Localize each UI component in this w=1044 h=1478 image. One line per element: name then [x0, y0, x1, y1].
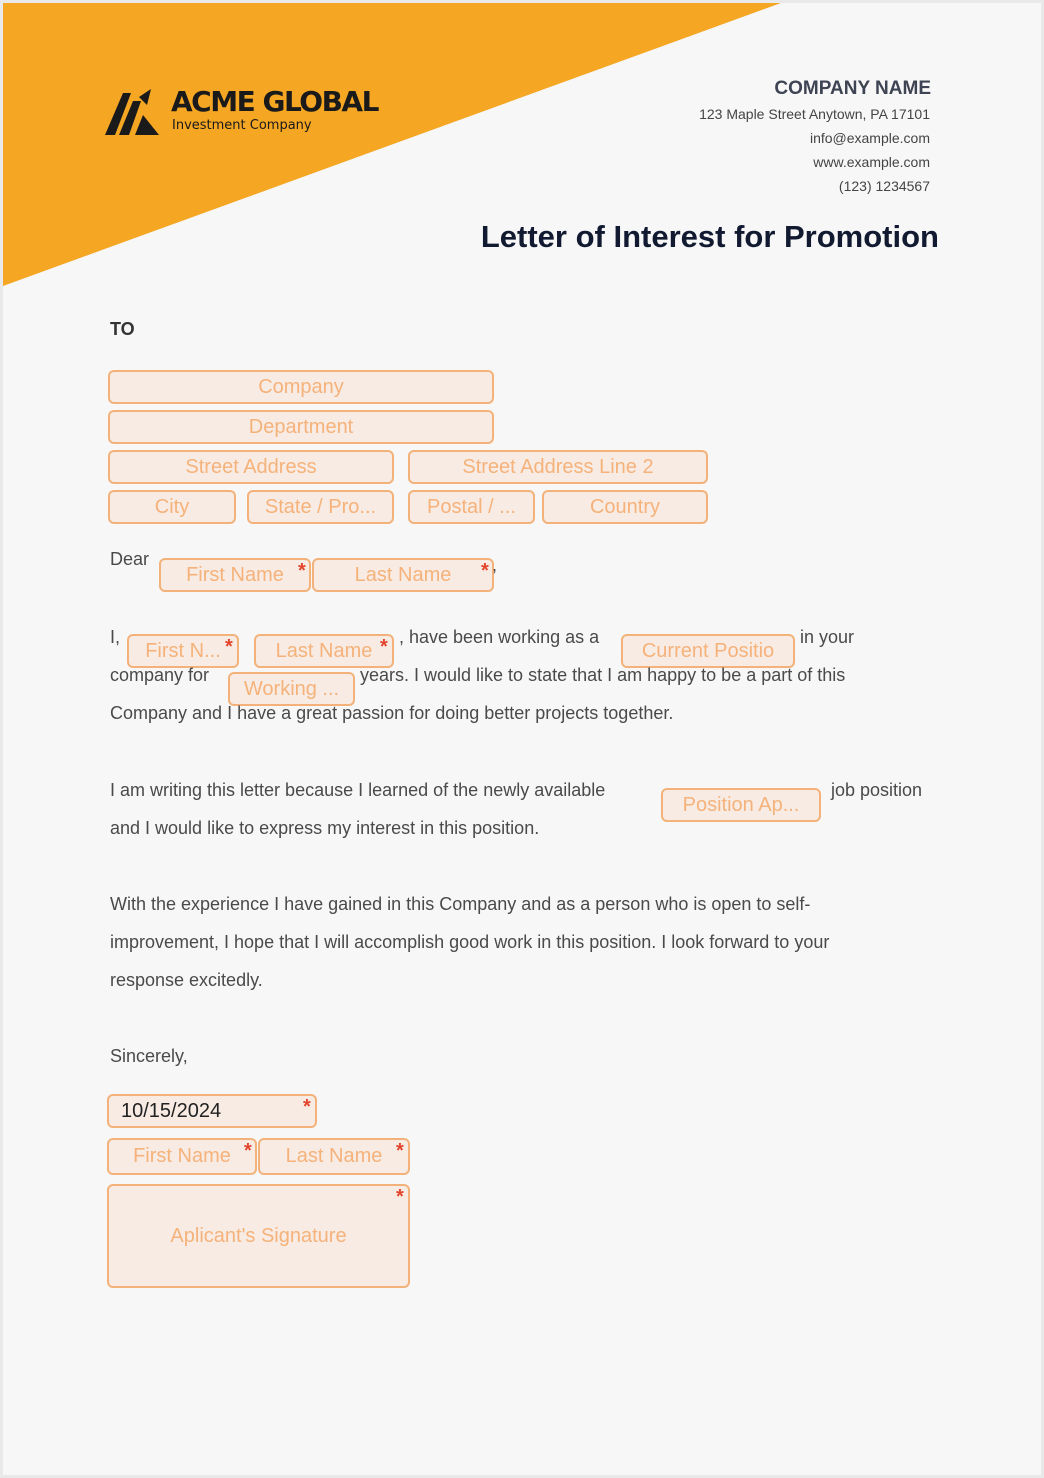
required-marker: * [303, 1096, 311, 1118]
required-marker: * [396, 1186, 404, 1208]
paragraph1-working-as: , have been working as a [399, 627, 600, 647]
logo-tagline: Investment Company [172, 118, 312, 133]
recipient-department-field[interactable]: Department [108, 410, 494, 444]
paragraph2-job-position: job position [831, 780, 923, 800]
paragraph3-line2: improvement, I hope that I will accomplish good work in this position. I look forward to your [110, 932, 830, 952]
current-position-field[interactable]: Current Positio [621, 634, 795, 668]
working-years-field[interactable]: Working ... [228, 672, 355, 706]
company-name: COMPANY NAME [774, 78, 931, 99]
signer-first-name-field[interactable]: First Name [107, 1138, 257, 1175]
paragraph2-line1: I am writing this letter because I learned of the newly available [110, 780, 606, 800]
recipient-street2-field[interactable]: Street Address Line 2 [408, 450, 708, 484]
required-marker: * [481, 560, 489, 582]
recipient-country-field[interactable]: Country [542, 490, 708, 524]
letter-page [3, 3, 1041, 1475]
date-field[interactable]: 10/15/2024 [107, 1094, 317, 1128]
to-label: TO [110, 319, 135, 339]
dear-label: Dear [110, 549, 150, 569]
paragraph3-line1: With the experience I have gained in this Company and as a person who is open to self- [110, 894, 811, 914]
position-applied-field[interactable]: Position Ap... [661, 788, 821, 822]
paragraph3-line3: response excitedly. [110, 970, 263, 990]
recipient-postal-field[interactable]: Postal / ... [408, 490, 535, 524]
closing-sincerely: Sincerely, [110, 1046, 188, 1066]
header-banner [3, 3, 1041, 303]
greeting-first-name-field[interactable]: First Name [159, 558, 311, 592]
applicant-first-name-field[interactable]: First N... [127, 634, 239, 668]
recipient-state-field[interactable]: State / Pro... [247, 490, 394, 524]
required-marker: * [396, 1140, 404, 1162]
signature-field[interactable]: Aplicant's Signature [107, 1184, 410, 1288]
letter-title: Letter of Interest for Promotion [480, 219, 939, 254]
company-phone: (123) 1234567 [838, 178, 930, 194]
company-address: 123 Maple Street Anytown, PA 17101 [699, 106, 930, 122]
recipient-street-field[interactable]: Street Address [108, 450, 394, 484]
paragraph1-line3: Company and I have a great passion for doing better projects together. [110, 703, 674, 723]
recipient-company-field[interactable]: Company [108, 370, 494, 404]
paragraph1-years: years. I would like to state that I am happy to be a part of this [360, 665, 846, 685]
required-marker: * [298, 560, 306, 582]
paragraph1-in-your: in your [800, 627, 855, 647]
acme-logo-icon [103, 85, 163, 137]
paragraph1-i: I, [110, 627, 121, 647]
greeting-last-name-field[interactable]: Last Name [312, 558, 494, 592]
company-email: info@example.com [809, 130, 930, 146]
applicant-last-name-field[interactable]: Last Name [254, 634, 394, 668]
paragraph1-company-for: company for [110, 665, 210, 685]
required-marker: * [225, 636, 233, 658]
company-website: www.example.com [813, 154, 930, 170]
required-marker: * [380, 636, 388, 658]
recipient-city-field[interactable]: City [108, 490, 236, 524]
paragraph2-line2: and I would like to express my interest in this position. [110, 818, 540, 838]
signer-last-name-field[interactable]: Last Name [258, 1138, 410, 1175]
required-marker: * [244, 1140, 252, 1162]
greeting-comma: , [492, 555, 498, 575]
logo-wordmark: ACME GLOBAL [171, 85, 378, 118]
